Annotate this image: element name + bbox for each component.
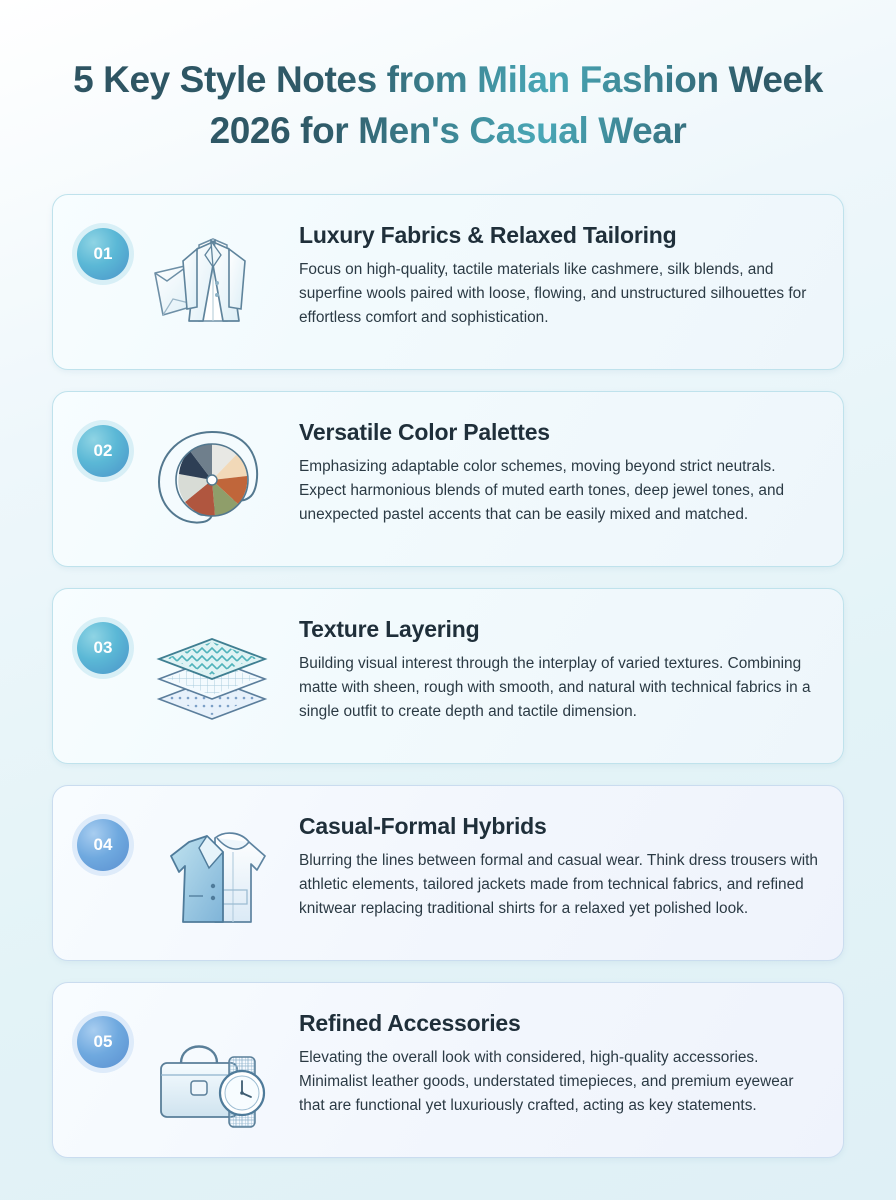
page-title: 5 Key Style Notes from Milan Fashion Week 2026 for Men's Casual Wear bbox=[52, 54, 844, 156]
style-notes-list bbox=[52, 194, 844, 1158]
list-item-title: Texture Layering bbox=[299, 616, 480, 643]
list-item-text bbox=[287, 411, 823, 527]
list-item-text bbox=[287, 1002, 823, 1118]
list-item-body: Emphasizing adaptable color schemes, moving beyond strict neutrals. Expect harmonious blends of muted earth tones, deep jewel tones, and unexpected pastel accents that can be easily mixed and matched. bbox=[299, 458, 785, 523]
fabric-layers-icon bbox=[137, 614, 287, 744]
status-badge: 05 bbox=[77, 1016, 129, 1068]
list-item bbox=[52, 194, 844, 370]
list-item bbox=[52, 785, 844, 961]
list-item-text bbox=[287, 805, 823, 921]
status-badge: 01 bbox=[77, 228, 129, 280]
list-item-title: Luxury Fabrics & Relaxed Tailoring bbox=[299, 222, 677, 249]
list-item-body: Blurring the lines between formal and casual wear. Think dress trousers with athletic elements, tailored jackets made from technical fabrics, and refined knitwear replacing traditional shirts for a relaxed yet polished look. bbox=[299, 852, 818, 917]
list-item-title: Refined Accessories bbox=[299, 1010, 521, 1037]
status-badge: 04 bbox=[77, 819, 129, 871]
list-item-title: Versatile Color Palettes bbox=[299, 419, 550, 446]
list-item-body: Focus on high-quality, tactile materials like cashmere, silk blends, and superfine wools paired with loose, flowing, and unstructured silhouettes for effortless comfort and sophistication. bbox=[299, 261, 807, 326]
list-item bbox=[52, 391, 844, 567]
blazer-shirt-icon bbox=[137, 220, 287, 350]
list-item-text bbox=[287, 214, 823, 330]
list-item bbox=[52, 982, 844, 1158]
list-item-body: Elevating the overall look with considered, high-quality accessories. Minimalist leather goods, understated timepieces, and premium eyewear that are functional yet luxuriously crafted, acting as key statements. bbox=[299, 1049, 794, 1114]
bag-watch-icon bbox=[137, 1008, 287, 1138]
status-badge: 02 bbox=[77, 425, 129, 477]
list-item-title: Casual-Formal Hybrids bbox=[299, 813, 547, 840]
status-badge: 03 bbox=[77, 622, 129, 674]
list-item-text bbox=[287, 608, 823, 724]
list-item-body: Building visual interest through the interplay of varied textures. Combining matte with sheen, rough with smooth, and natural with technical fabrics in a single outfit to create depth and tactile dimension. bbox=[299, 655, 811, 720]
color-palette-icon bbox=[137, 417, 287, 547]
list-item bbox=[52, 588, 844, 764]
blazer-hoodie-icon bbox=[137, 811, 287, 941]
